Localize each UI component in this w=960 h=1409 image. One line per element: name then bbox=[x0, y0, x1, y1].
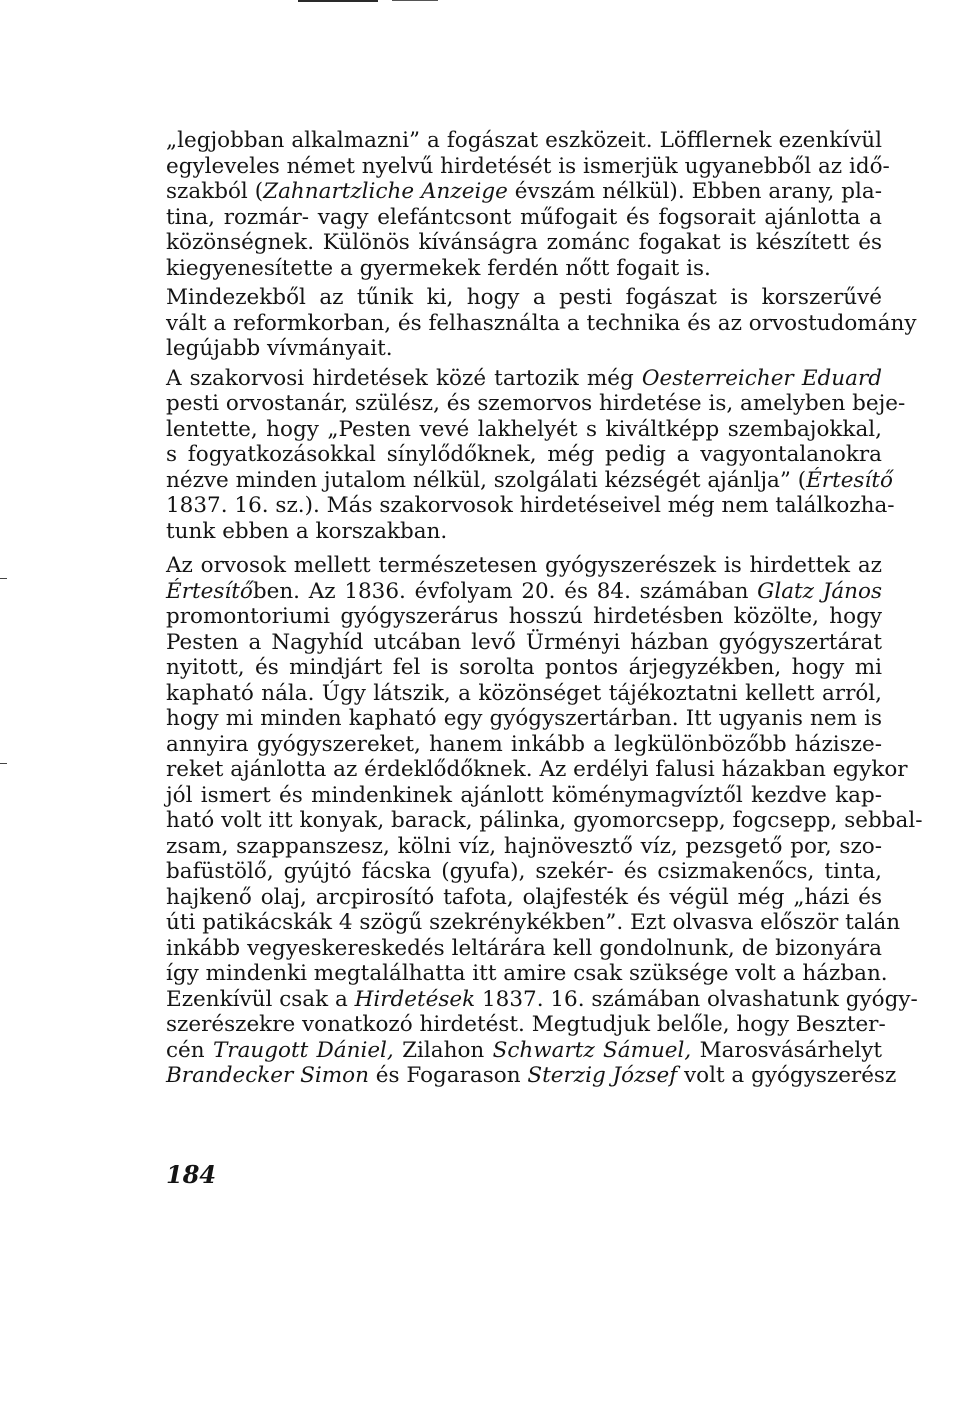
text-line bbox=[166, 834, 882, 860]
paragraph bbox=[166, 365, 906, 545]
text-segment: legújabb vívmányait. bbox=[166, 336, 393, 361]
text-segment: bafüstölő, gyújtó fácska (gyufa), szekér- és csizmakenőcs, tinta, bbox=[166, 859, 882, 884]
text-segment: nézve minden jutalom nélkül, szolgálati kézségét ajánlja” ( bbox=[166, 467, 807, 493]
italic-segment: Schwartz Sámuel, bbox=[492, 1037, 692, 1063]
text-segment: zsam, szappanszesz, kölni víz, hajnövesztő víz, pezsgető por, szo- bbox=[166, 833, 882, 859]
text-segment: és Fogarason bbox=[368, 1063, 528, 1088]
text-segment: pesti orvostanár, szülész, és szemorvos hirdetése is, amelyben beje- bbox=[166, 391, 906, 416]
margin-mark bbox=[0, 578, 7, 579]
text-line bbox=[166, 493, 895, 519]
top-edge-rule-secondary bbox=[392, 0, 438, 1]
text-line bbox=[166, 859, 882, 885]
text-line bbox=[166, 630, 882, 656]
text-segment: vált a reformkorban, és felhasználta a technika és az orvostudomány bbox=[166, 310, 917, 336]
text-line bbox=[166, 391, 906, 417]
text-line bbox=[166, 310, 917, 337]
text-segment: Marosvásárhelyt bbox=[691, 1037, 882, 1063]
text-line bbox=[166, 655, 882, 681]
italic-segment: Értesítő bbox=[806, 467, 893, 493]
text-segment: közönségnek. Különös kívánságra zománc fogakat is készített és bbox=[166, 230, 882, 255]
text-segment: így mindenki megtalálhatta itt amire csak szüksége volt a házban. bbox=[166, 961, 888, 986]
text-line bbox=[166, 467, 893, 494]
text-segment: Pesten a Nagyhíd utcában levő Ürményi házban gyógyszertárat bbox=[166, 629, 882, 655]
text-segment: cén bbox=[166, 1037, 213, 1063]
text-segment: „legjobban alkalmazni” a fogászat eszközeit. Löfflernek ezenkívül bbox=[166, 128, 882, 153]
text-line bbox=[166, 706, 882, 732]
italic-segment: Értesítő bbox=[166, 578, 253, 604]
text-segment: hogy mi minden kapható egy gyógyszertárban. Itt ugyanis nem is bbox=[166, 706, 882, 731]
italic-segment: Brandecker Simon bbox=[166, 1063, 369, 1088]
text-segment: Az orvosok mellett természetesen gyógyszerészek is hirdettek az bbox=[166, 553, 882, 578]
text-line bbox=[166, 732, 882, 758]
text-line bbox=[166, 1063, 897, 1089]
text-line bbox=[166, 936, 882, 962]
page-body bbox=[166, 128, 923, 1089]
paragraph bbox=[166, 128, 890, 281]
text-segment: Ezenkívül csak a bbox=[166, 986, 355, 1012]
paragraph bbox=[166, 553, 923, 1089]
text-line bbox=[166, 205, 882, 231]
text-segment: ben. Az 1836. évfolyam 20. és 84. számában bbox=[252, 578, 758, 604]
text-segment: inkább vegyeskereskedés leltárára kell gondolnunk, de bizonyára bbox=[166, 935, 882, 961]
text-line bbox=[166, 417, 882, 443]
text-segment: évszám nélkül). Ebben arany, pla- bbox=[507, 179, 883, 204]
text-segment: annyira gyógyszereket, hanem inkább a legkülönbözőbb háziszе- bbox=[166, 731, 882, 757]
text-segment: nyitott, és mindjárt fel is sorolta pontos árjegyzékben, hogy mi bbox=[166, 655, 882, 680]
text-line bbox=[166, 1038, 882, 1064]
text-segment: kiegyenesítette a gyermekek ferdén nőtt fogait is. bbox=[166, 255, 711, 281]
text-line bbox=[166, 885, 882, 911]
text-line bbox=[166, 579, 882, 605]
text-line bbox=[166, 442, 882, 468]
text-segment: lentette, hogy „Pesten vevé lakhelyét s kiváltképp szembajokkal, bbox=[166, 416, 882, 442]
text-segment: jól ismert és mindenkinek ajánlott köménymagvíztől kezdve kap- bbox=[166, 782, 882, 808]
text-line bbox=[166, 1012, 886, 1038]
text-line bbox=[166, 285, 882, 311]
italic-segment: Traugott Dániel, bbox=[212, 1037, 394, 1063]
text-line bbox=[166, 681, 882, 707]
italic-segment: Glatz János bbox=[757, 578, 882, 604]
italic-segment: Sterzig József bbox=[527, 1063, 678, 1088]
text-segment: volt a gyógyszerész bbox=[677, 1063, 897, 1088]
text-line bbox=[166, 910, 901, 936]
text-line bbox=[166, 153, 890, 180]
paragraph-gap bbox=[166, 544, 882, 553]
text-segment: úti patikácskák 4 szögű szekrénykékben”. Ezt olvasva először talán bbox=[166, 910, 901, 935]
text-line bbox=[166, 256, 882, 282]
page-number: 184 bbox=[166, 1160, 217, 1189]
text-segment: reket ajánlotta az érdeklődőknek. Az erdélyi falusi házakban egykor bbox=[166, 757, 908, 782]
text-segment: s fogyatkozásokkal sínylődőknek, még pedig a vagyontalanokra bbox=[166, 442, 882, 467]
text-segment: kapható nála. Úgy látszik, a közönséget tájékoztatni kellett arról, bbox=[166, 680, 882, 706]
text-segment: tina, rozmár- vagy elefántcsont műfogait és fogsorait ajánlotta a bbox=[166, 204, 882, 230]
text-segment: 1837. 16. számában olvashatunk gyógy- bbox=[475, 986, 918, 1012]
text-segment: tunk ebben a korszakban. bbox=[166, 518, 448, 544]
text-segment: 1837. 16. sz.). Más szakorvosok hirdetéseivel még nem találkozha- bbox=[166, 493, 895, 518]
margin-mark bbox=[0, 763, 7, 764]
text-line bbox=[166, 783, 882, 809]
text-line bbox=[166, 808, 923, 834]
italic-segment: Zahnartzliche Anzeige bbox=[263, 179, 508, 204]
text-segment: egyleveles német nyelvű hirdetését is ismerjük ugyanebből az idő- bbox=[166, 153, 890, 179]
top-edge-rule bbox=[298, 0, 378, 2]
paragraph bbox=[166, 285, 917, 362]
italic-segment: Oesterreicher Eduard bbox=[641, 365, 883, 391]
text-line bbox=[166, 366, 882, 392]
text-line bbox=[166, 519, 882, 545]
text-line bbox=[166, 553, 882, 579]
italic-segment: Hirdetések bbox=[354, 986, 476, 1012]
text-segment: promontoriumi gyógyszerárus hosszú hirdetésben közölte, hogy bbox=[166, 604, 882, 629]
text-line bbox=[166, 961, 888, 987]
text-line bbox=[166, 757, 908, 783]
text-line bbox=[166, 128, 882, 154]
text-segment: szerészekre vonatkozó hirdetést. Megtudjuk belőle, hogy Beszter- bbox=[166, 1012, 886, 1037]
text-segment: Mindezekből az tűnik ki, hogy a pesti fogászat is korszerűvé bbox=[166, 285, 882, 310]
text-line bbox=[166, 230, 882, 256]
text-segment: A szakorvosi hirdetések közé tartozik még bbox=[166, 365, 642, 391]
text-segment: szakból ( bbox=[166, 179, 264, 204]
text-line bbox=[166, 986, 918, 1013]
text-segment: ható volt itt konyak, barack, pálinka, gyomorcsepp, fogcsepp, sebbal- bbox=[166, 808, 923, 833]
text-line bbox=[166, 604, 882, 630]
text-segment: hajkenő olaj, arcpirosító tafota, olajfesték és végül még „házi és bbox=[166, 884, 882, 910]
text-segment: Zilahon bbox=[393, 1037, 493, 1063]
text-line bbox=[166, 179, 882, 205]
text-line bbox=[166, 336, 882, 362]
